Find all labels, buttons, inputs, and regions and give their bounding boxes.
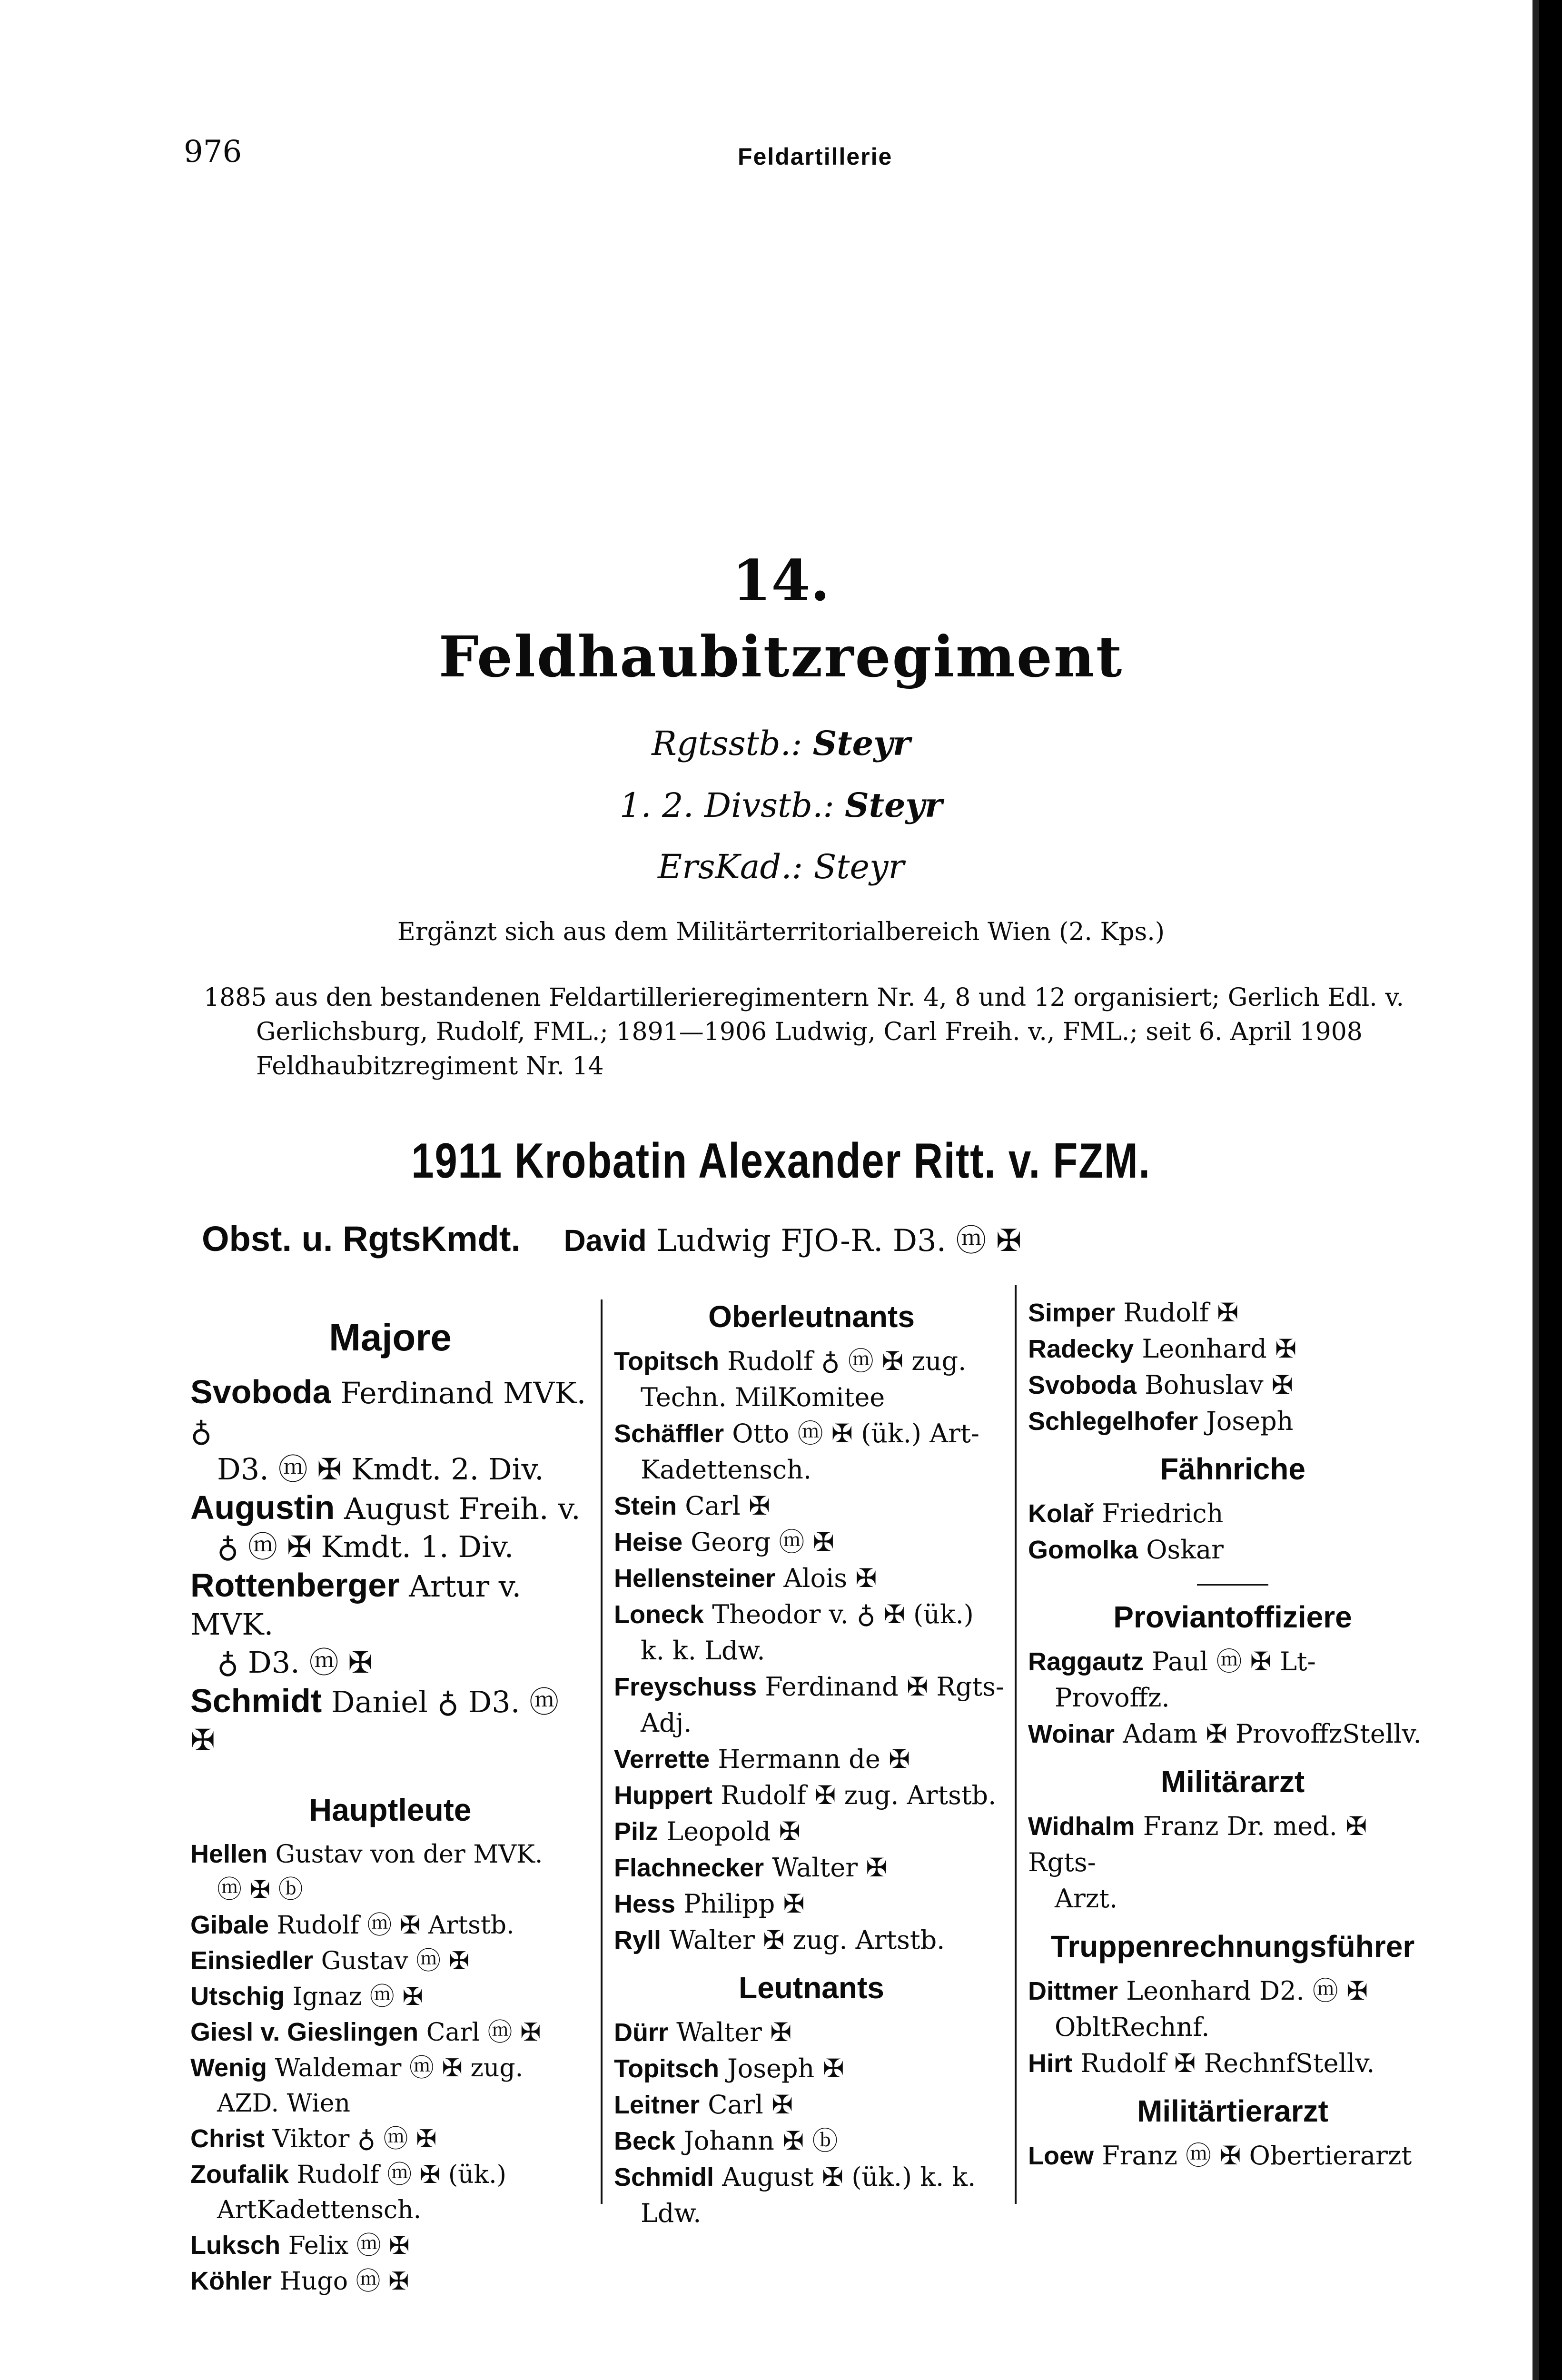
roster-entry <box>1028 1808 1437 1881</box>
entry-surname: Beck <box>614 2127 676 2155</box>
entry-surname: Topitsch <box>614 2054 719 2083</box>
entry-surname: Zoufalik <box>190 2160 289 2189</box>
roster-entry <box>1028 1367 1437 1403</box>
roster-entry <box>614 2123 1009 2159</box>
station-place: Steyr <box>845 785 943 825</box>
roster-entry <box>190 1682 590 1759</box>
entry-continuation: Provoffz. <box>1055 1683 1170 1713</box>
entry-surname: Schlegelhofer <box>1028 1407 1198 1436</box>
column-left <box>190 1295 590 2299</box>
entry-details: Carl ✠ <box>685 1491 771 1521</box>
entry-details: Walter ✠ <box>772 1853 888 1883</box>
entry-surname: Einsiedler <box>190 1946 314 1975</box>
roster-entry <box>614 1524 1009 1560</box>
station-erskad <box>0 847 1562 886</box>
roster-entry <box>614 1922 1009 1958</box>
entry-surname: Hellensteiner <box>614 1564 776 1593</box>
entry-surname: Hellen <box>190 1840 268 1868</box>
unit-title: Feldhaubitzregiment <box>438 624 1124 690</box>
entry-details: Ferdinand MVK. ♁ <box>190 1376 586 1448</box>
section-heading-majore: Majore <box>329 1316 452 1359</box>
entry-surname: Huppert <box>614 1781 712 1810</box>
entry-surname: Topitsch <box>614 1347 719 1376</box>
entry-details: Joseph <box>1206 1406 1294 1436</box>
hauptleute-list <box>190 1836 590 2299</box>
entry-details: Viktor ♁ ⓜ ✠ <box>272 2125 437 2153</box>
roster-entry <box>190 2014 590 2050</box>
roster-entry <box>1028 2045 1437 2082</box>
entry-details: Georg ⓜ ✠ <box>691 1527 834 1557</box>
column-right <box>1028 1295 1437 2174</box>
entry-surname: Svoboda <box>190 1373 331 1410</box>
roster-entry <box>1028 1331 1437 1367</box>
roster-entry <box>190 1373 590 1450</box>
roster-entry <box>190 2050 590 2086</box>
section-heading-militaerarzt: Militärarzt <box>1160 1765 1305 1799</box>
section-heading-tierarzt: Militärtierarzt <box>1137 2094 1328 2128</box>
entry-continuation: ♁ D3. ⓜ ✠ <box>217 1645 373 1680</box>
entry-details: Friedrich <box>1102 1498 1224 1528</box>
roster-entry <box>190 2263 590 2299</box>
leutnants-list <box>614 2014 1009 2231</box>
entry-surname: Köhler <box>190 2267 272 2295</box>
entry-details: Carl ✠ <box>708 2090 793 2120</box>
entry-details: August ✠ (ük.) k. k. <box>722 2162 976 2192</box>
entry-surname: Verrette <box>614 1745 710 1774</box>
entry-details: Leonhard ✠ <box>1142 1334 1297 1364</box>
station-place: Steyr <box>812 724 910 763</box>
entry-details: Philipp ✠ <box>683 1889 805 1919</box>
entry-continuation: Adj. <box>641 1708 692 1738</box>
entry-surname: Utschig <box>190 1982 285 2011</box>
entry-details: Theodor v. ♁ ✠ (ük.) <box>712 1599 974 1629</box>
station-label: Rgtsstb.: <box>652 724 802 763</box>
roster-entry <box>614 1814 1009 1850</box>
section-divider <box>1197 1584 1268 1586</box>
entry-continuation: ⓜ ✠ ⓑ <box>217 1875 303 1904</box>
roster-entry <box>614 1416 1009 1452</box>
entry-surname: Wenig <box>190 2053 267 2082</box>
history-line: 1885 aus den bestandenen Feldartillerieregimentern Nr. 4, 8 und 12 organisiert; Gerlich Edl. v. <box>204 983 1404 1012</box>
roster-entry <box>614 2051 1009 2087</box>
entry-continuation: ♁ ⓜ ✠ Kmdt. 1. Div. <box>217 1529 514 1564</box>
roster-entry <box>190 1979 590 2014</box>
station-label: 1. 2. Divstb.: <box>619 786 834 825</box>
roster-entry <box>190 1943 590 1979</box>
entry-details: Waldemar ⓜ ✠ zug. <box>275 2054 524 2082</box>
roster-entry <box>614 2159 1009 2195</box>
entry-continuation: AZD. Wien <box>217 2089 351 2118</box>
proviant-list <box>1028 1644 1437 1752</box>
truppen-list <box>1028 1973 1437 2082</box>
history-line: Feldhaubitzregiment Nr. 14 <box>256 1052 604 1081</box>
roster-entry <box>614 1560 1009 1597</box>
roster-entry <box>190 1836 590 1872</box>
page-number: 976 <box>184 134 242 169</box>
oberleutnants-list <box>614 1343 1009 1958</box>
commander-name: David <box>564 1223 647 1258</box>
roster-entry <box>190 1488 590 1528</box>
entry-details: Carl ⓜ ✠ <box>426 2018 541 2047</box>
entry-details: Artur v. MVK. <box>190 1569 522 1642</box>
faehnriche-list <box>1028 1496 1437 1568</box>
entry-details: Bohuslav ✠ <box>1145 1370 1294 1400</box>
section-heading-leutnants: Leutnants <box>739 1971 884 2005</box>
entry-details: Walter ✠ zug. Artstb. <box>669 1925 945 1955</box>
entry-details: Gustav ⓜ ✠ <box>321 1947 470 1975</box>
roster-entry <box>1028 1496 1437 1532</box>
entry-surname: Freyschuss <box>614 1673 757 1701</box>
entry-surname: Loew <box>1028 2142 1094 2170</box>
entry-details: Leopold ✠ <box>666 1816 801 1846</box>
entry-surname: Raggautz <box>1028 1647 1144 1676</box>
entry-details: Rudolf ⓜ ✠ Artstb. <box>277 1911 514 1940</box>
roster-entry <box>1028 1716 1437 1752</box>
entry-surname: Schmidt <box>190 1682 322 1719</box>
roster-entry <box>614 2014 1009 2051</box>
section-heading-faehnriche: Fähnriche <box>1160 1452 1305 1486</box>
roster-entry <box>614 1488 1009 1524</box>
running-head: Feldartillerie <box>738 143 893 170</box>
entry-details: Daniel ♁ D3. ⓜ ✠ <box>190 1685 559 1757</box>
entry-surname: Rottenberger <box>190 1567 400 1604</box>
station-label: ErsKad.: <box>658 847 803 886</box>
entry-surname: Luksch <box>190 2231 281 2260</box>
entry-details: Paul ⓜ ✠ Lt- <box>1152 1646 1316 1676</box>
entry-details: Felix ⓜ ✠ <box>288 2231 410 2260</box>
station-place: Steyr <box>813 847 904 886</box>
scan-edge-right <box>1539 0 1562 2380</box>
entry-surname: Hess <box>614 1890 676 1918</box>
entry-surname: Svoboda <box>1028 1371 1137 1399</box>
ergaenzung-line: Ergänzt sich aus dem Militärterritorialbereich Wien (2. Kps.) <box>397 918 1165 946</box>
roster-entry <box>614 1597 1009 1633</box>
entry-details: Oskar <box>1146 1535 1224 1565</box>
entry-details: Joseph ✠ <box>727 2053 844 2083</box>
entry-continuation: ArtKadettensch. <box>217 2196 422 2224</box>
roster-entry <box>614 1741 1009 1777</box>
entry-continuation: Ldw. <box>641 2198 702 2228</box>
roster-entry <box>190 2121 590 2157</box>
entry-details: Franz Dr. med. ✠ Rgts- <box>1028 1811 1367 1877</box>
section-heading-hauptleute: Hauptleute <box>309 1792 472 1827</box>
entry-details: Otto ⓜ ✠ (ük.) Art- <box>732 1418 979 1448</box>
majore-list <box>190 1373 590 1759</box>
entry-continuation: Kadettensch. <box>641 1455 812 1485</box>
entry-surname: Hirt <box>1028 2049 1072 2078</box>
entry-surname: Leitner <box>614 2091 700 2119</box>
entry-surname: Heise <box>614 1528 683 1557</box>
commander-line <box>202 1216 1021 1260</box>
inhaber-line: 1911 Krobatin Alexander Ritt. v. FZM. <box>411 1133 1151 1189</box>
entry-continuation: k. k. Ldw. <box>641 1636 765 1666</box>
entry-surname: Schäffler <box>614 1419 724 1448</box>
entry-details: Alois ✠ <box>783 1563 877 1593</box>
entry-surname: Radecky <box>1028 1335 1134 1363</box>
roster-entry <box>614 1886 1009 1922</box>
entry-surname: Gibale <box>190 1911 269 1939</box>
entry-surname: Flachnecker <box>614 1854 764 1882</box>
roster-entry <box>1028 1644 1437 1680</box>
entry-details: Adam ✠ ProvoffzStellv. <box>1123 1719 1422 1749</box>
entry-surname: Kolař <box>1028 1499 1094 1528</box>
entry-details: Leonhard D2. ⓜ ✠ <box>1126 1976 1368 2006</box>
roster-entry <box>614 1669 1009 1705</box>
roster-entry <box>1028 1973 1437 2009</box>
commander-label: Obst. u. RgtsKmdt. <box>202 1219 521 1259</box>
roster-entry <box>614 1850 1009 1886</box>
roster-entry <box>190 1907 590 1943</box>
entry-surname: Christ <box>190 2124 265 2153</box>
entry-continuation: ObltRechnf. <box>1055 2012 1210 2042</box>
tierarzt-list <box>1028 2138 1437 2174</box>
section-heading-oberleutnants: Oberleutnants <box>708 1299 915 1334</box>
roster-entry <box>614 2087 1009 2123</box>
column-divider <box>1015 1285 1017 2204</box>
entry-details: Franz ⓜ ✠ Obertierarzt <box>1102 2141 1412 2171</box>
entry-continuation: D3. ⓜ ✠ Kmdt. 2. Div. <box>217 1452 544 1487</box>
entry-surname: Schmidl <box>614 2163 714 2192</box>
entry-details: Rudolf ✠ <box>1123 1298 1239 1328</box>
roster-entry <box>1028 1532 1437 1568</box>
entry-details: Ferdinand ✠ Rgts- <box>765 1672 1005 1702</box>
roster-entry <box>1028 1295 1437 1331</box>
roster-entry <box>190 2228 590 2263</box>
entry-details: Walter ✠ <box>676 2017 792 2047</box>
column-middle <box>614 1295 1009 2231</box>
entry-details: Hugo ⓜ ✠ <box>279 2267 409 2296</box>
entry-surname: Augustin <box>190 1489 335 1526</box>
entry-surname: Dittmer <box>1028 1977 1118 2005</box>
leutnants-continued-list <box>1028 1295 1437 1439</box>
entry-details: Rudolf ♁ ⓜ ✠ zug. <box>727 1346 967 1376</box>
entry-surname: Pilz <box>614 1817 659 1846</box>
roster-entry <box>614 1343 1009 1379</box>
unit-number: 14. <box>732 547 830 614</box>
entry-details: Rudolf ✠ zug. Artstb. <box>721 1780 997 1810</box>
entry-details: August Freih. v. <box>344 1491 581 1526</box>
roster-entry <box>614 1777 1009 1814</box>
entry-surname: Gomolka <box>1028 1536 1138 1564</box>
entry-details: Hermann de ✠ <box>718 1744 910 1774</box>
entry-surname: Stein <box>614 1492 677 1520</box>
roster-entry <box>190 1566 590 1644</box>
column-divider <box>601 1299 603 2204</box>
roster-entry <box>1028 1403 1437 1439</box>
entry-surname: Dürr <box>614 2018 669 2047</box>
militaerarzt-list <box>1028 1808 1437 1917</box>
scan-edge-shadow <box>1532 0 1539 2380</box>
section-heading-proviant: Proviantoffiziere <box>1113 1600 1352 1634</box>
entry-details: Johann ✠ ⓑ <box>683 2126 838 2156</box>
section-heading-truppen: Truppenrechnungsführer <box>1050 1929 1415 1964</box>
entry-surname: Giesl v. Gieslingen <box>190 2018 419 2046</box>
entry-surname: Loneck <box>614 1600 704 1629</box>
roster-entry <box>1028 2138 1437 2174</box>
history-line: Gerlichsburg, Rudolf, FML.; 1891—1906 Ludwig, Carl Freih. v., FML.; seit 6. April 1908 <box>256 1018 1363 1046</box>
entry-details: Gustav von der MVK. <box>275 1840 543 1869</box>
entry-surname: Simper <box>1028 1299 1116 1327</box>
commander-details: Ludwig FJO-R. D3. ⓜ ✠ <box>656 1223 1022 1259</box>
station-rgtsstb <box>0 724 1562 763</box>
entry-details: Ignaz ⓜ ✠ <box>292 1983 423 2011</box>
entry-details: Rudolf ✠ RechnfStellv. <box>1080 2048 1375 2078</box>
station-divstb <box>0 785 1562 825</box>
entry-continuation: Techn. MilKomitee <box>641 1382 885 1412</box>
entry-continuation: Arzt. <box>1055 1884 1118 1914</box>
entry-surname: Ryll <box>614 1926 662 1954</box>
entry-surname: Widhalm <box>1028 1812 1135 1841</box>
roster-entry <box>190 2157 590 2192</box>
history-paragraph <box>204 981 1422 1083</box>
entry-details: Rudolf ⓜ ✠ (ük.) <box>297 2161 506 2189</box>
entry-surname: Woinar <box>1028 1720 1115 1748</box>
